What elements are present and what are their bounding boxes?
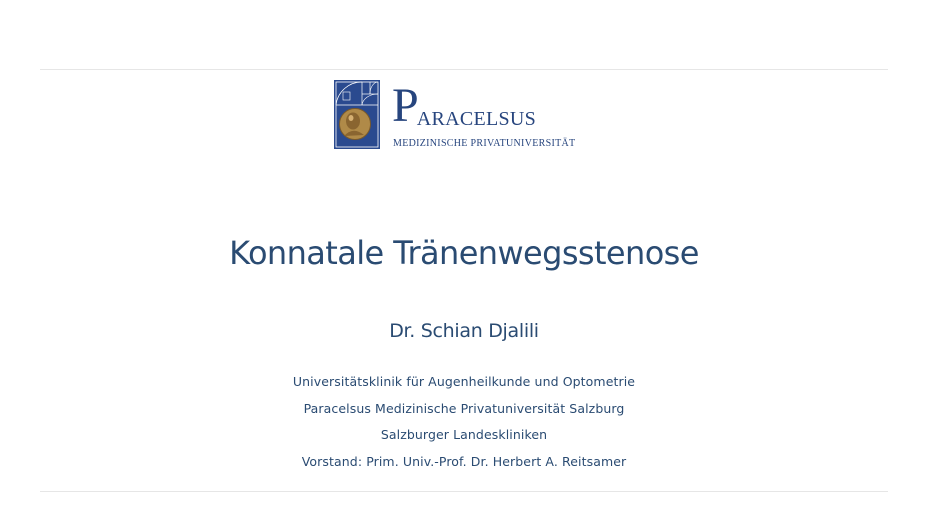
medal-emblem-icon xyxy=(334,80,380,149)
logo-name xyxy=(392,79,537,132)
affiliation-line: Paracelsus Medizinische Privatuniversität Salzburg xyxy=(303,400,625,416)
university-logo xyxy=(334,80,596,150)
bottom-divider xyxy=(40,491,888,492)
logo-wordmark xyxy=(392,80,596,150)
logo-initial: P xyxy=(392,79,419,132)
affiliation-line: Universitätsklinik für Augenheilkunde und Optometrie xyxy=(292,374,636,389)
slide-title: Konnatale Tränenwegsstenose xyxy=(229,234,699,272)
affiliation-block xyxy=(0,372,928,478)
top-divider xyxy=(40,69,888,70)
affiliation-line: Salzburger Landeskliniken xyxy=(380,427,548,442)
logo-subtitle: MEDIZINISCHE PRIVATUNIVERSITÄT xyxy=(393,138,576,149)
logo-name-rest: ARACELSUS xyxy=(416,108,537,130)
author-name: Dr. Schian Djalili xyxy=(389,320,539,342)
affiliation-line: Vorstand: Prim. Univ.-Prof. Dr. Herbert A. Reitsamer xyxy=(301,453,627,469)
